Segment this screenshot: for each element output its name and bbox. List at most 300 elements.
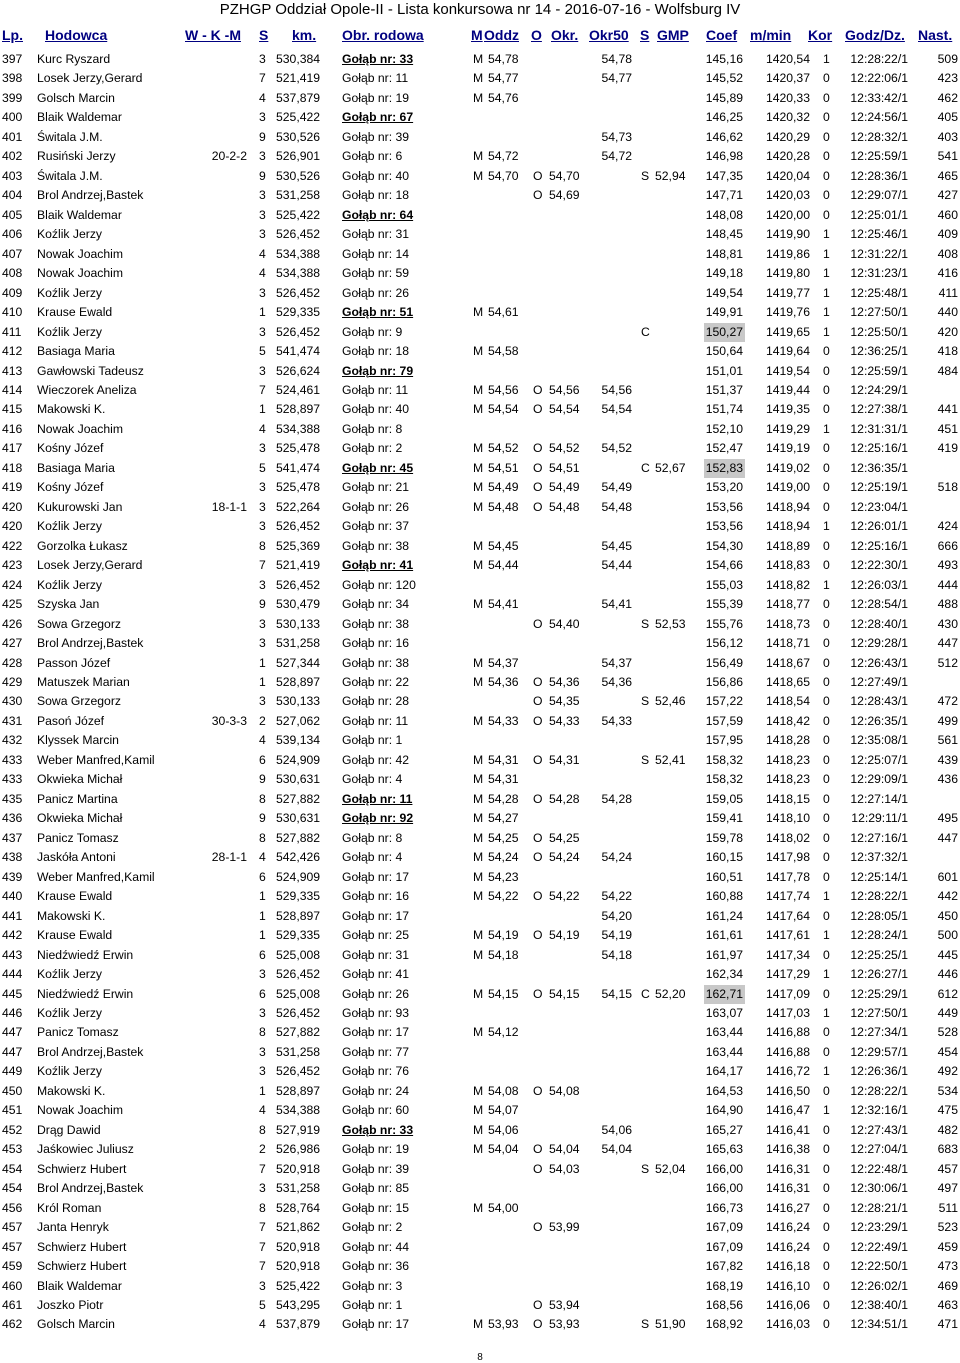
cell-o: O bbox=[533, 480, 543, 495]
cell-lp: 442 bbox=[2, 928, 23, 943]
table-row bbox=[0, 848, 960, 867]
cell-obr: Gołąb nr: 2 bbox=[342, 1220, 403, 1235]
cell-oddz: 54,56 bbox=[488, 382, 519, 397]
cell-nast: 454 bbox=[937, 1044, 958, 1059]
cell-lp: 432 bbox=[2, 733, 23, 748]
header-s2: S bbox=[640, 27, 650, 43]
table-row bbox=[0, 128, 960, 147]
cell-km: 530,479 bbox=[276, 597, 321, 612]
cell-okr: 54,49 bbox=[549, 480, 580, 495]
cell-mmin: 1418,94 bbox=[765, 499, 810, 514]
cell-nast: 612 bbox=[937, 986, 958, 1001]
cell-okr: 54,25 bbox=[549, 830, 580, 845]
cell-oddz: 54,22 bbox=[488, 889, 519, 904]
cell-gmp: 52,46 bbox=[655, 694, 686, 709]
cell-m: M bbox=[473, 402, 484, 417]
cell-nast: 408 bbox=[937, 246, 958, 261]
cell-lp: 454 bbox=[2, 1161, 23, 1176]
cell-coef: 155,03 bbox=[705, 577, 743, 592]
cell-s: 3 bbox=[259, 967, 266, 982]
cell-mmin: 1419,19 bbox=[765, 441, 810, 456]
cell-obr: Gołąb nr: 9 bbox=[342, 324, 403, 339]
table-row bbox=[0, 400, 960, 419]
cell-okr: 54,40 bbox=[549, 616, 580, 631]
cell-kor: 1 bbox=[823, 519, 830, 534]
cell-lp: 427 bbox=[2, 636, 23, 651]
cell-oddz: 54,44 bbox=[488, 558, 519, 573]
cell-godz: 12:25:16/1 bbox=[850, 538, 908, 553]
cell-s: 3 bbox=[259, 577, 266, 592]
cell-obr: Gołąb nr: 85 bbox=[342, 1181, 410, 1196]
cell-hodowca: Koźlik Jerzy bbox=[37, 1064, 103, 1079]
cell-obr: Gołąb nr: 6 bbox=[342, 149, 403, 164]
cell-oddz: 54,23 bbox=[488, 869, 519, 884]
cell-lp: 429 bbox=[2, 675, 23, 689]
cell-m: M bbox=[473, 791, 484, 806]
cell-hodowca: Koźlik Jerzy bbox=[37, 1005, 103, 1020]
cell-o: O bbox=[533, 1298, 543, 1312]
cell-coef: 161,61 bbox=[705, 928, 743, 943]
cell-obr: Gołąb nr: 26 bbox=[342, 499, 410, 514]
cell-hodowca: Okwieka Michał bbox=[37, 772, 123, 787]
cell-hodowca: Brol Andrzej,Bastek bbox=[37, 1044, 144, 1059]
cell-mmin: 1418,02 bbox=[765, 830, 810, 845]
cell-okr: 54,22 bbox=[549, 889, 580, 904]
cell-kor: 0 bbox=[823, 168, 830, 183]
cell-kor: 1 bbox=[823, 305, 830, 320]
cell-km: 527,344 bbox=[276, 655, 321, 670]
cell-godz: 12:28:05/1 bbox=[850, 908, 908, 923]
cell-km: 521,862 bbox=[276, 1220, 321, 1235]
cell-oddz: 54,37 bbox=[488, 655, 519, 670]
cell-obr: Gołąb nr: 40 bbox=[342, 402, 410, 417]
cell-km: 528,897 bbox=[276, 402, 321, 417]
table-row bbox=[0, 1082, 960, 1101]
cell-m: M bbox=[473, 655, 484, 670]
cell-km: 526,986 bbox=[276, 1142, 321, 1157]
cell-lp: 437 bbox=[2, 830, 23, 845]
cell-coef: 158,32 bbox=[705, 772, 743, 787]
cell-obr: Gołąb nr: 67 bbox=[342, 110, 414, 125]
cell-nast: 499 bbox=[937, 713, 958, 728]
cell-hodowca: Matuszek Marian bbox=[37, 675, 130, 689]
cell-kor: 1 bbox=[823, 324, 830, 339]
cell-lp: 404 bbox=[2, 188, 23, 203]
cell-mmin: 1419,65 bbox=[765, 324, 810, 339]
cell-godz: 12:25:16/1 bbox=[850, 441, 908, 456]
cell-hodowca: Jaskóła Antoni bbox=[37, 850, 116, 865]
cell-lp: 451 bbox=[2, 1103, 23, 1118]
cell-hodowca: Drąg Dawid bbox=[37, 1122, 101, 1137]
cell-m: M bbox=[473, 344, 484, 359]
cell-o: O bbox=[533, 675, 543, 689]
cell-hodowca: Passon Józef bbox=[37, 655, 111, 670]
cell-s2: C bbox=[641, 986, 650, 1001]
cell-mmin: 1416,24 bbox=[765, 1239, 810, 1254]
cell-coef: 157,95 bbox=[705, 733, 743, 748]
cell-obr: Gołąb nr: 22 bbox=[342, 675, 410, 689]
cell-okr: 54,51 bbox=[549, 460, 580, 475]
cell-km: 526,452 bbox=[276, 285, 321, 300]
cell-okr50: 54,20 bbox=[601, 908, 632, 923]
cell-o: O bbox=[533, 402, 543, 417]
cell-oddz: 54,18 bbox=[488, 947, 519, 962]
cell-mmin: 1420,32 bbox=[765, 110, 810, 125]
cell-godz: 12:27:16/1 bbox=[850, 830, 908, 845]
cell-s: 6 bbox=[259, 869, 266, 884]
cell-obr: Gołąb nr: 31 bbox=[342, 227, 410, 242]
cell-o: O bbox=[533, 1161, 543, 1176]
cell-obr: Gołąb nr: 28 bbox=[342, 694, 410, 709]
cell-s: 1 bbox=[259, 675, 266, 689]
cell-hodowca: Koźlik Jerzy bbox=[37, 577, 103, 592]
cell-km: 528,897 bbox=[276, 675, 321, 689]
table-row bbox=[0, 1238, 960, 1257]
cell-km: 525,478 bbox=[276, 480, 321, 495]
cell-o: O bbox=[533, 1220, 543, 1235]
cell-km: 524,909 bbox=[276, 869, 321, 884]
cell-oddz: 54,54 bbox=[488, 402, 519, 417]
cell-godz: 12:36:35/1 bbox=[850, 460, 908, 475]
cell-coef: 150,64 bbox=[705, 344, 743, 359]
cell-hodowca: Kurc Ryszard bbox=[37, 52, 111, 66]
cell-m: M bbox=[473, 305, 484, 320]
cell-okr50: 54,33 bbox=[601, 713, 632, 728]
cell-s: 3 bbox=[259, 1005, 266, 1020]
cell-godz: 12:25:59/1 bbox=[850, 149, 908, 164]
cell-okr: 54,35 bbox=[549, 694, 580, 709]
table-row bbox=[0, 108, 960, 127]
cell-kor: 0 bbox=[823, 1044, 830, 1059]
header-lp: Lp. bbox=[2, 27, 23, 43]
cell-s: 3 bbox=[259, 616, 266, 631]
cell-km: 531,258 bbox=[276, 1044, 321, 1059]
cell-kor: 0 bbox=[823, 1181, 830, 1196]
cell-nast: 495 bbox=[937, 811, 958, 826]
cell-nast: 423 bbox=[937, 71, 958, 86]
cell-m: M bbox=[473, 480, 484, 495]
cell-oddz: 54,28 bbox=[488, 791, 519, 806]
cell-s: 3 bbox=[259, 441, 266, 456]
cell-lp: 411 bbox=[2, 324, 22, 339]
cell-mmin: 1416,06 bbox=[765, 1298, 810, 1312]
cell-lp: 452 bbox=[2, 1122, 23, 1137]
cell-kor: 0 bbox=[823, 908, 830, 923]
cell-okr: 53,93 bbox=[549, 1317, 580, 1332]
cell-kor: 0 bbox=[823, 558, 830, 573]
cell-s: 5 bbox=[259, 460, 266, 475]
cell-nast: 447 bbox=[937, 830, 958, 845]
cell-mmin: 1420,54 bbox=[765, 52, 810, 66]
cell-okr50: 54,37 bbox=[601, 655, 632, 670]
cell-m: M bbox=[473, 52, 484, 66]
cell-kor: 0 bbox=[823, 149, 830, 164]
cell-hodowca: Kośny Józef bbox=[37, 480, 104, 495]
cell-kor: 0 bbox=[823, 1317, 830, 1332]
cell-kor: 0 bbox=[823, 538, 830, 553]
cell-hodowca: Makowski K. bbox=[37, 908, 106, 923]
cell-coef: 149,91 bbox=[705, 305, 743, 320]
cell-s: 4 bbox=[259, 246, 266, 261]
cell-hodowca: Golsch Marcin bbox=[37, 1317, 115, 1332]
cell-hodowca: Klyssek Marcin bbox=[37, 733, 119, 748]
cell-okr50: 54,24 bbox=[601, 850, 632, 865]
cell-nast: 442 bbox=[937, 889, 958, 904]
cell-km: 525,008 bbox=[276, 947, 321, 962]
cell-kor: 0 bbox=[823, 772, 830, 787]
table-row bbox=[0, 167, 960, 186]
cell-nast: 482 bbox=[937, 1122, 958, 1137]
cell-kor: 1 bbox=[823, 928, 830, 943]
cell-lp: 459 bbox=[2, 1259, 23, 1274]
cell-km: 541,474 bbox=[276, 344, 321, 359]
cell-mmin: 1416,10 bbox=[765, 1278, 810, 1293]
cell-hodowca: Weber Manfred,Kamil bbox=[37, 869, 155, 884]
cell-lp: 403 bbox=[2, 168, 23, 183]
cell-okr50: 54,48 bbox=[601, 499, 632, 514]
cell-km: 527,062 bbox=[276, 713, 321, 728]
header-o: O bbox=[531, 27, 542, 43]
table-row bbox=[0, 985, 960, 1004]
cell-oddz: 54,78 bbox=[488, 52, 519, 66]
table-row bbox=[0, 1160, 960, 1179]
cell-nast: 418 bbox=[937, 344, 958, 359]
cell-nast: 561 bbox=[937, 733, 958, 748]
cell-wkm: 28-1-1 bbox=[211, 850, 247, 865]
cell-kor: 0 bbox=[823, 207, 830, 222]
cell-coef: 153,56 bbox=[705, 499, 743, 514]
cell-m: M bbox=[473, 71, 484, 86]
cell-lp: 397 bbox=[2, 52, 23, 66]
cell-okr50: 54,45 bbox=[601, 538, 632, 553]
table-row bbox=[0, 887, 960, 906]
cell-mmin: 1416,27 bbox=[765, 1200, 810, 1215]
table-row bbox=[0, 498, 960, 517]
cell-km: 526,452 bbox=[276, 1064, 321, 1079]
cell-godz: 12:27:14/1 bbox=[850, 791, 908, 806]
cell-godz: 12:22:06/1 bbox=[850, 71, 908, 86]
cell-lp: 413 bbox=[2, 363, 23, 378]
cell-mmin: 1418,42 bbox=[765, 713, 810, 728]
cell-nast: 450 bbox=[937, 908, 958, 923]
cell-s: 3 bbox=[259, 207, 266, 222]
cell-lp: 409 bbox=[2, 285, 23, 300]
cell-okr50: 54,41 bbox=[601, 597, 632, 612]
cell-s: 4 bbox=[259, 266, 266, 281]
cell-lp: 438 bbox=[2, 850, 23, 865]
cell-mmin: 1418,23 bbox=[765, 752, 810, 767]
cell-o: O bbox=[533, 752, 543, 767]
cell-kor: 1 bbox=[823, 577, 830, 592]
cell-okr: 53,99 bbox=[549, 1220, 580, 1235]
cell-hodowca: Nowak Joachim bbox=[37, 246, 124, 261]
cell-obr: Gołąb nr: 18 bbox=[342, 344, 410, 359]
cell-nast: 523 bbox=[937, 1220, 958, 1235]
cell-coef: 156,86 bbox=[705, 675, 743, 689]
cell-obr: Gołąb nr: 33 bbox=[342, 1122, 414, 1137]
cell-mmin: 1420,04 bbox=[765, 168, 810, 183]
cell-o: O bbox=[533, 460, 543, 475]
cell-s: 3 bbox=[259, 636, 266, 651]
cell-hodowca: Losek Jerzy,Gerard bbox=[37, 558, 143, 573]
cell-mmin: 1417,74 bbox=[765, 889, 810, 904]
cell-hodowca: Joszko Piotr bbox=[37, 1298, 104, 1312]
cell-coef: 164,17 bbox=[705, 1064, 743, 1079]
cell-mmin: 1418,71 bbox=[765, 636, 810, 651]
cell-s: 4 bbox=[259, 421, 266, 436]
cell-nast: 473 bbox=[937, 1259, 958, 1274]
cell-godz: 12:34:51/1 bbox=[850, 1317, 908, 1332]
cell-s: 2 bbox=[259, 713, 266, 728]
cell-coef: 166,73 bbox=[705, 1200, 743, 1215]
cell-okr: 54,36 bbox=[549, 675, 580, 689]
header-km: km. bbox=[292, 27, 317, 43]
cell-obr: Gołąb nr: 8 bbox=[342, 830, 403, 845]
cell-godz: 12:26:02/1 bbox=[850, 1278, 908, 1293]
cell-lp: 400 bbox=[2, 110, 23, 125]
cell-coef: 161,24 bbox=[705, 908, 743, 923]
cell-mmin: 1420,37 bbox=[765, 71, 810, 86]
cell-coef: 148,81 bbox=[705, 246, 743, 261]
cell-nast: 444 bbox=[937, 577, 958, 592]
cell-coef: 148,08 bbox=[705, 207, 743, 222]
cell-coef: 159,78 bbox=[705, 830, 743, 845]
cell-godz: 12:35:08/1 bbox=[850, 733, 908, 748]
cell-nast: 460 bbox=[937, 207, 958, 222]
table-row bbox=[0, 206, 960, 225]
cell-mmin: 1419,29 bbox=[765, 421, 810, 436]
cell-mmin: 1419,64 bbox=[765, 344, 810, 359]
cell-kor: 0 bbox=[823, 1200, 830, 1215]
cell-s: 4 bbox=[259, 1317, 266, 1332]
cell-oddz: 54,51 bbox=[488, 460, 519, 475]
cell-wkm: 20-2-2 bbox=[211, 149, 247, 164]
cell-obr: Gołąb nr: 44 bbox=[342, 1239, 410, 1254]
cell-m: M bbox=[473, 441, 484, 456]
cell-coef: 153,20 bbox=[705, 480, 743, 495]
cell-s: 3 bbox=[259, 519, 266, 534]
cell-obr: Gołąb nr: 11 bbox=[342, 713, 409, 728]
cell-km: 525,369 bbox=[276, 538, 321, 553]
cell-lp: 418 bbox=[2, 460, 23, 475]
cell-km: 526,452 bbox=[276, 519, 321, 534]
cell-hodowca: Koźlik Jerzy bbox=[37, 227, 103, 242]
cell-mmin: 1416,31 bbox=[765, 1181, 810, 1196]
cell-godz: 12:22:30/1 bbox=[850, 558, 908, 573]
cell-o: O bbox=[533, 499, 543, 514]
cell-obr: Gołąb nr: 15 bbox=[342, 1200, 410, 1215]
cell-obr: Gołąb nr: 64 bbox=[342, 207, 414, 222]
header-okr50: Okr50 bbox=[589, 27, 629, 43]
cell-km: 521,419 bbox=[276, 71, 321, 86]
cell-obr: Gołąb nr: 37 bbox=[342, 519, 410, 534]
cell-o: O bbox=[533, 986, 543, 1001]
cell-godz: 12:31:23/1 bbox=[850, 266, 908, 281]
cell-nast: 441 bbox=[937, 402, 958, 417]
cell-lp: 426 bbox=[2, 616, 23, 631]
cell-coef: 152,83 bbox=[704, 459, 745, 478]
cell-obr: Gołąb nr: 93 bbox=[342, 1005, 410, 1020]
page-number: 8 bbox=[477, 1352, 483, 1363]
cell-mmin: 1417,64 bbox=[765, 908, 810, 923]
cell-godz: 12:25:01/1 bbox=[850, 207, 908, 222]
cell-hodowca: Brol Andrzej,Bastek bbox=[37, 188, 144, 203]
cell-coef: 160,51 bbox=[705, 869, 743, 884]
cell-mmin: 1417,29 bbox=[765, 967, 810, 982]
cell-oddz: 54,61 bbox=[488, 305, 519, 320]
header-coef: Coef bbox=[706, 27, 738, 43]
cell-hodowca: Brol Andrzej,Bastek bbox=[37, 1181, 144, 1196]
cell-coef: 146,62 bbox=[705, 129, 743, 144]
cell-wkm: 18-1-1 bbox=[211, 499, 247, 514]
cell-o: O bbox=[533, 1317, 543, 1332]
cell-coef: 153,56 bbox=[705, 519, 743, 534]
cell-okr: 54,03 bbox=[549, 1161, 580, 1176]
cell-kor: 0 bbox=[823, 499, 830, 514]
cell-obr: Gołąb nr: 92 bbox=[342, 811, 414, 826]
cell-godz: 12:26:27/1 bbox=[850, 967, 908, 982]
cell-m: M bbox=[473, 752, 484, 767]
cell-m: M bbox=[473, 772, 484, 787]
cell-lp: 436 bbox=[2, 811, 23, 826]
table-row bbox=[0, 654, 960, 673]
cell-nast: 405 bbox=[937, 110, 958, 125]
cell-godz: 12:25:07/1 bbox=[850, 752, 908, 767]
cell-kor: 0 bbox=[823, 1083, 830, 1098]
cell-lp: 416 bbox=[2, 421, 23, 436]
cell-m: M bbox=[473, 1317, 484, 1332]
cell-km: 525,422 bbox=[276, 110, 321, 125]
cell-kor: 0 bbox=[823, 363, 830, 378]
cell-s: 9 bbox=[259, 772, 266, 787]
cell-hodowca: Schwierz Hubert bbox=[37, 1259, 127, 1274]
cell-coef: 156,12 bbox=[705, 636, 743, 651]
table-row bbox=[0, 69, 960, 88]
cell-coef: 158,32 bbox=[705, 752, 743, 767]
table-row bbox=[0, 1101, 960, 1120]
cell-m: M bbox=[473, 1200, 484, 1215]
cell-obr: Gołąb nr: 31 bbox=[342, 947, 410, 962]
cell-s: 6 bbox=[259, 986, 266, 1001]
cell-m: M bbox=[473, 1103, 484, 1118]
cell-s: 3 bbox=[259, 285, 266, 300]
cell-obr: Gołąb nr: 39 bbox=[342, 129, 410, 144]
cell-km: 520,918 bbox=[276, 1259, 321, 1274]
cell-s: 3 bbox=[259, 363, 266, 378]
cell-km: 525,422 bbox=[276, 1278, 321, 1293]
cell-obr: Gołąb nr: 42 bbox=[342, 752, 410, 767]
cell-m: M bbox=[473, 850, 484, 865]
cell-mmin: 1416,24 bbox=[765, 1220, 810, 1235]
cell-nast: 424 bbox=[937, 519, 958, 534]
cell-okr: 54,31 bbox=[549, 752, 580, 767]
table-row bbox=[0, 965, 960, 984]
cell-kor: 0 bbox=[823, 1259, 830, 1274]
cell-mmin: 1418,28 bbox=[765, 733, 810, 748]
cell-nast: 457 bbox=[937, 1161, 958, 1176]
cell-oddz: 54,36 bbox=[488, 675, 519, 689]
cell-lp: 407 bbox=[2, 246, 23, 261]
cell-hodowca: Kukurowski Jan bbox=[37, 499, 123, 514]
cell-godz: 12:29:11/1 bbox=[851, 811, 908, 826]
cell-coef: 149,54 bbox=[705, 285, 743, 300]
table-row bbox=[0, 186, 960, 205]
cell-obr: Gołąb nr: 45 bbox=[342, 460, 414, 475]
cell-lp: 417 bbox=[2, 441, 23, 456]
cell-nast: 497 bbox=[937, 1181, 958, 1196]
table-row bbox=[0, 556, 960, 575]
cell-obr: Gołąb nr: 60 bbox=[342, 1103, 410, 1118]
